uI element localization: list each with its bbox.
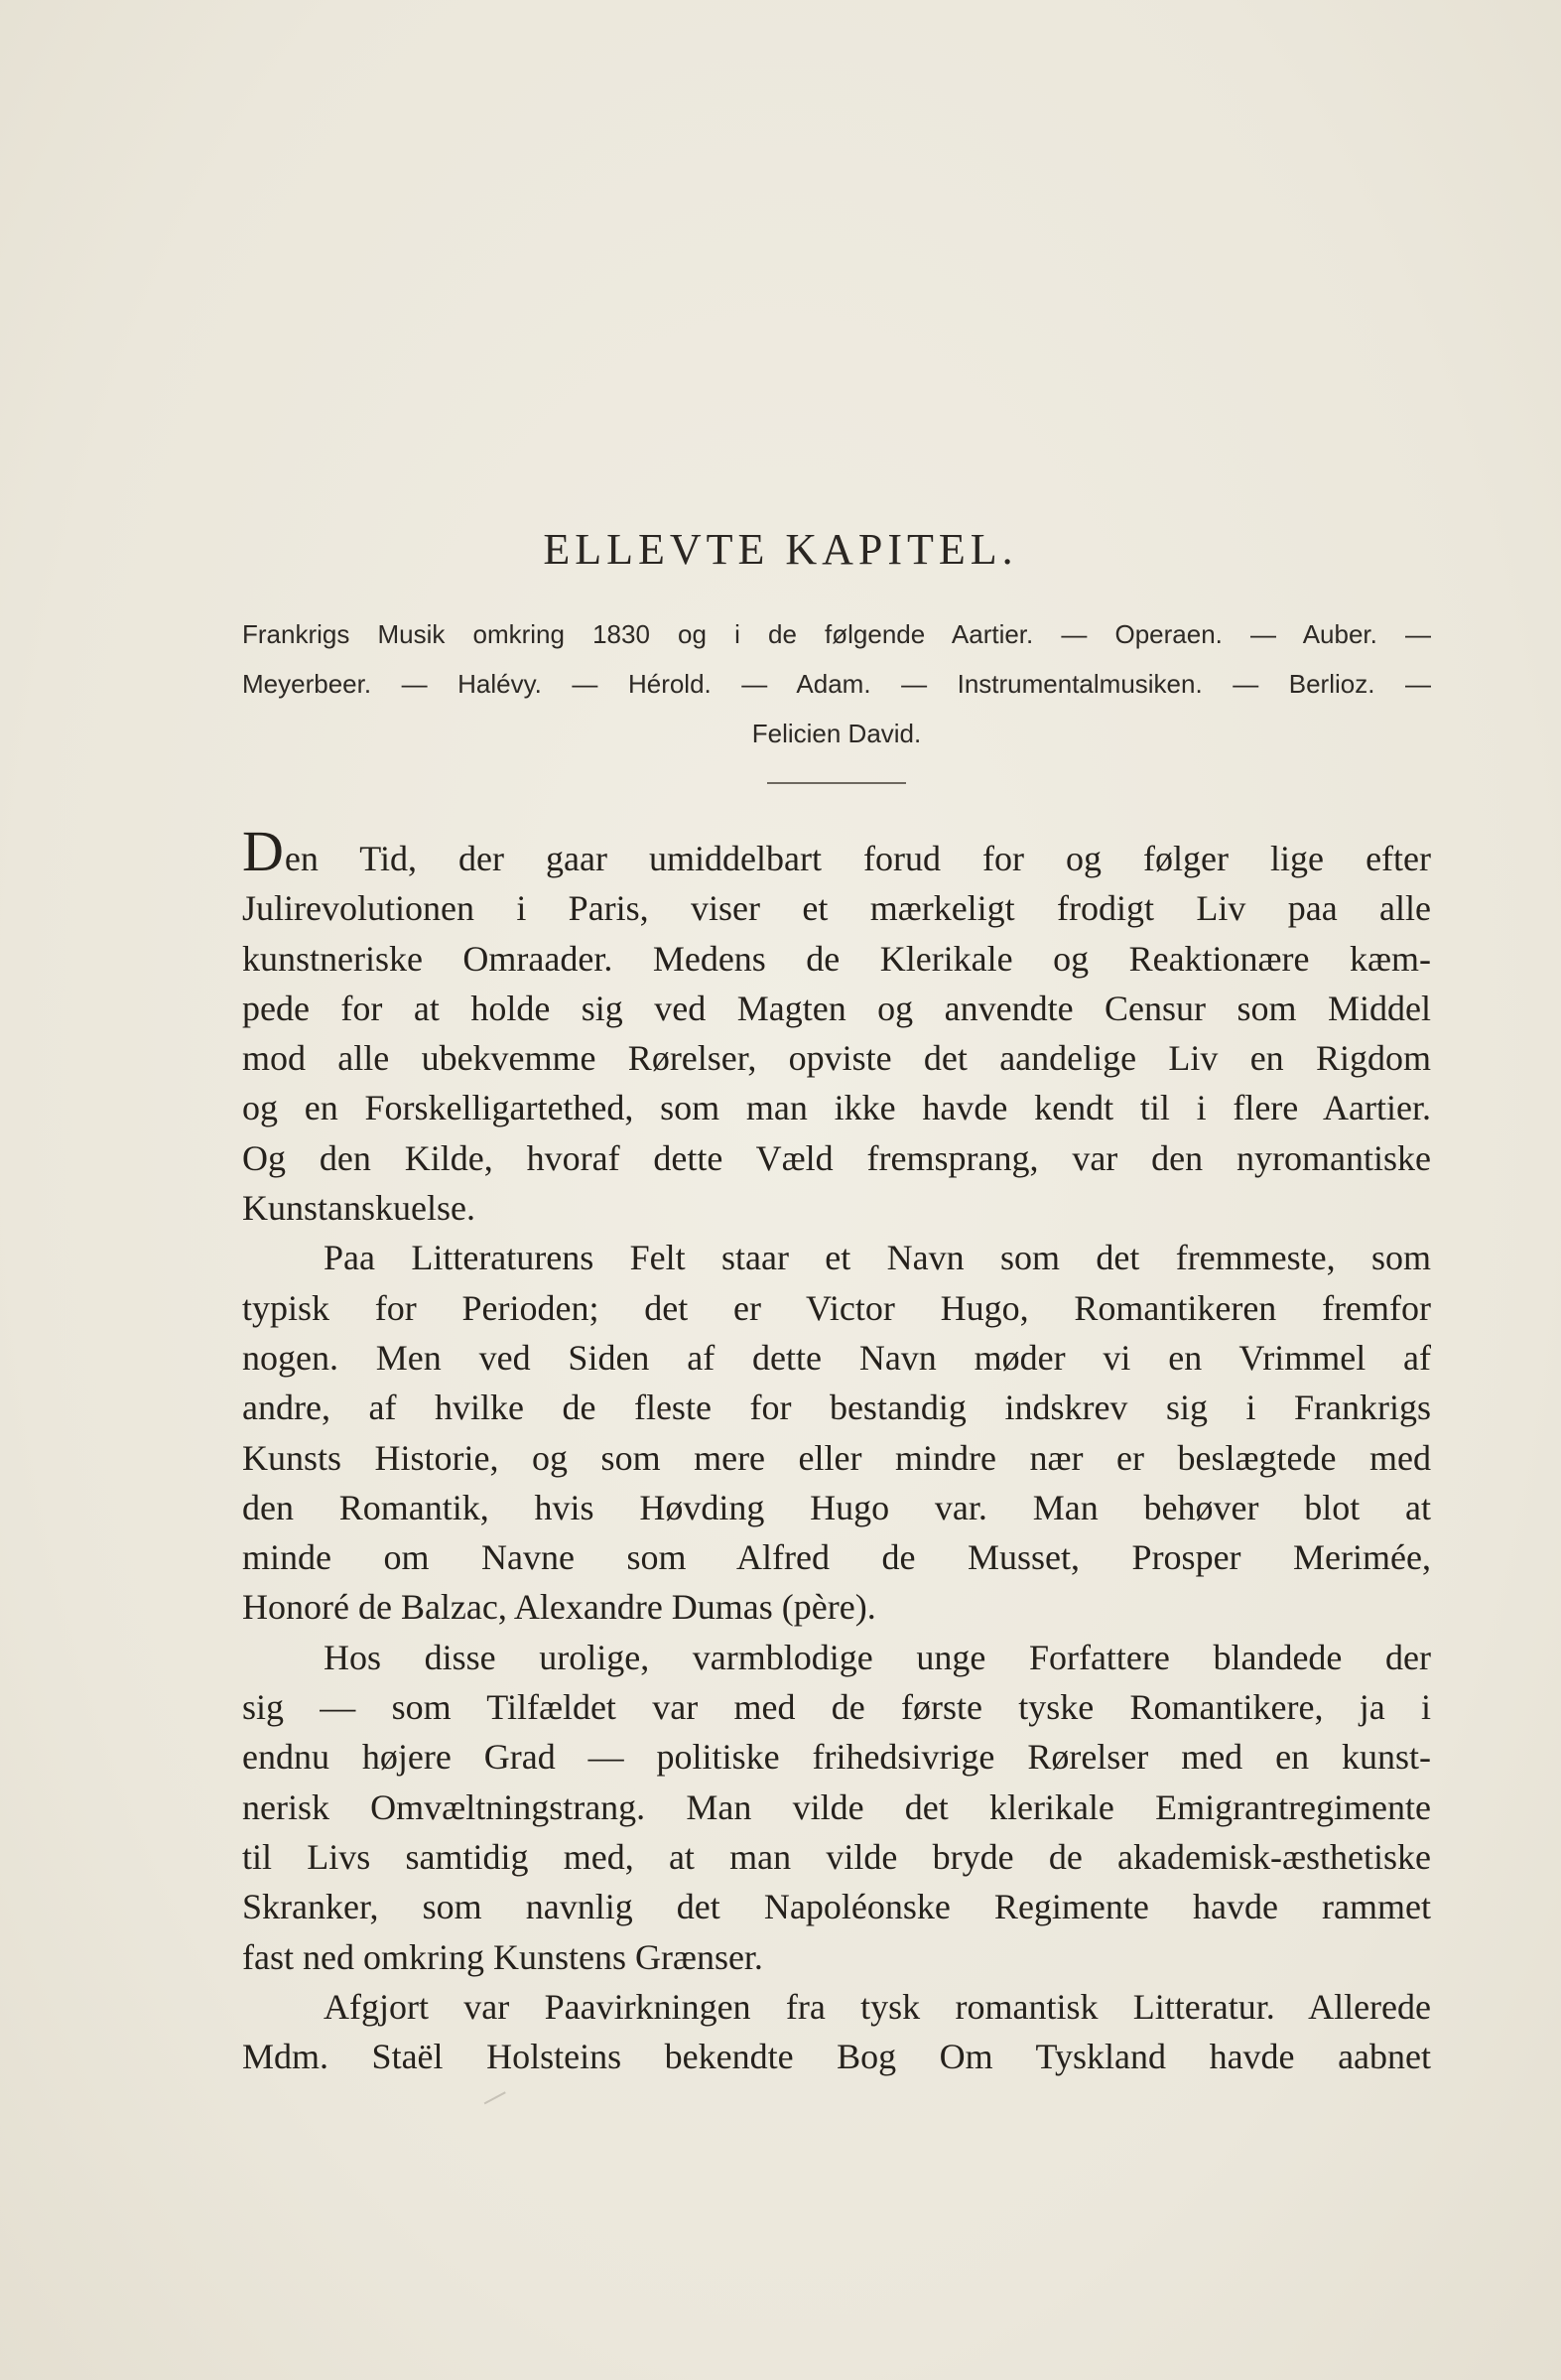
body-line: og en Forskelligartethed, som man ikke havde kendt til i flere Aartier. — [242, 1088, 1431, 1128]
body-line: Julirevolutionen i Paris, viser et mærkeligt frodigt Liv paa alle — [242, 888, 1431, 929]
stray-mark — [484, 2091, 513, 2116]
chapter-body — [242, 819, 1431, 2081]
body-line: den Romantik, hvis Høvding Hugo var. Man behøver blot at — [242, 1487, 1431, 1527]
body-line: mod alle ubekvemme Rørelser, opviste det aandelige Liv en Rigdom — [242, 1038, 1431, 1079]
summary-line: Felicien David. — [751, 719, 922, 748]
body-line: Og den Kilde, hvoraf dette Væld fremsprang, var den nyromantiske — [242, 1137, 1431, 1178]
body-line: Afgjort var Paavirkningen fra tysk romantisk Litteratur. Allerede — [324, 1986, 1431, 2027]
body-line: Honoré de Balzac, Alexandre Dumas (père). — [242, 1587, 876, 1628]
drop-cap: D — [242, 819, 284, 883]
body-line: kunstneriske Omraader. Medens de Klerikale og Reaktionære kæm- — [242, 938, 1431, 979]
body-line: nogen. Men ved Siden af dette Navn møder vi en Vrimmel af — [242, 1337, 1431, 1378]
summary-line: Meyerbeer. — Halévy. — Hérold. — Adam. — Instrumentalmusiken. — Berlioz. — — [242, 669, 1431, 699]
body-line: minde om Navne som Alfred de Musset, Prosper Merimée, — [242, 1537, 1431, 1578]
body-line: Skranker, som navnlig det Napoléonske Regimente havde rammet — [242, 1887, 1431, 1927]
section-divider — [767, 782, 906, 784]
body-line: Kunstanskuelse. — [242, 1188, 475, 1229]
body-line: sig — som Tilfældet var med de første tyske Romantikere, ja i — [242, 1687, 1431, 1728]
body-line: andre, af hvilke de fleste for bestandig indskrev sig i Frankrigs — [242, 1388, 1431, 1428]
summary-line: Frankrigs Musik omkring 1830 og i de følgende Aartier. — Operaen. — Auber. — — [242, 619, 1431, 649]
body-line: Paa Litteraturens Felt staar et Navn som det fremmeste, som — [324, 1238, 1431, 1278]
body-line: fast ned omkring Kunstens Grænser. — [242, 1936, 763, 1977]
chapter-summary — [242, 609, 1431, 758]
body-line: typisk for Perioden; det er Victor Hugo, Romantikeren fremfor — [242, 1287, 1431, 1328]
body-line: Hos disse urolige, varmblodige unge Forfattere blandede der — [324, 1637, 1431, 1677]
body-line: nerisk Omvæltningstrang. Man vilde det klerikale Emigrantregimente — [242, 1786, 1431, 1827]
body-line: endnu højere Grad — politiske frihedsivrige Rørelser med en kunst- — [242, 1737, 1431, 1778]
body-line: Mdm. Staël Holsteins bekendte Bog Om Tyskland havde aabnet — [242, 2037, 1431, 2077]
body-line: til Livs samtidig med, at man vilde bryde de akademisk-æsthetiske — [242, 1836, 1431, 1877]
body-line-first — [242, 819, 1431, 883]
body-line: Kunsts Historie, og som mere eller mindre nær er beslægtede med — [242, 1437, 1431, 1478]
body-line-text: en Tid, der gaar umiddelbart forud for og følger lige efter — [284, 839, 1431, 878]
body-line: pede for at holde sig ved Magten og anvendte Censur som Middel — [242, 988, 1431, 1028]
chapter-title: ELLEVTE KAPITEL. — [543, 525, 1018, 574]
